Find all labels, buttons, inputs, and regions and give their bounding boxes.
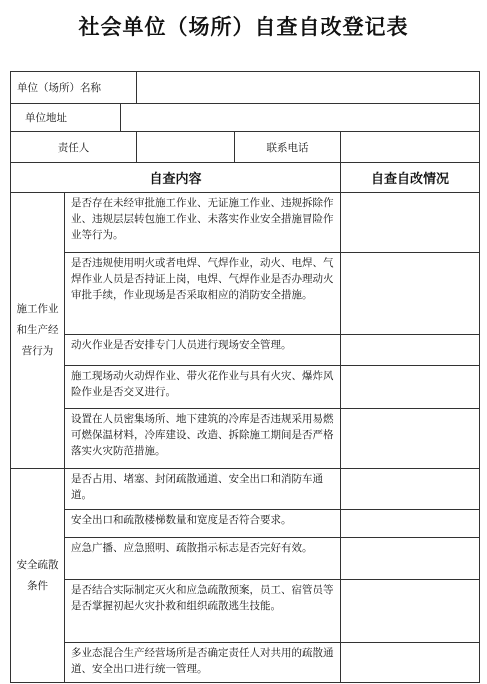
unit-name-label: 单位（场所）名称 <box>11 72 137 104</box>
checklist-row <box>11 538 480 580</box>
checklist-item: 是否结合实际制定灭火和应急疏散预案，员工、宿管员等是否掌握初起火灾扑救和组织疏散逃生技能。 <box>65 580 341 643</box>
status-cell[interactable] <box>341 580 480 643</box>
section-category: 施工作业和生产经营行为 <box>11 193 65 469</box>
checklist-row <box>11 366 480 409</box>
checklist-item: 多业态混合生产经营场所是否确定责任人对共用的疏散通道、安全出口进行统一管理。 <box>65 643 341 683</box>
unit-name-field[interactable] <box>137 72 480 104</box>
checklist-row <box>11 193 480 253</box>
checklist-row <box>11 643 480 683</box>
responsible-row <box>11 132 480 163</box>
contact-phone-label: 联系电话 <box>235 132 341 163</box>
checklist-row <box>11 409 480 469</box>
status-column-header: 自查自改情况 <box>341 163 480 193</box>
column-header-row <box>11 163 480 193</box>
checklist-row <box>11 253 480 335</box>
checklist-row <box>11 469 480 510</box>
checklist-item: 是否占用、堵塞、封闭疏散通道、安全出口和消防车通道。 <box>65 469 341 510</box>
page-title: 社会单位（场所）自查自改登记表 <box>78 15 409 39</box>
status-cell[interactable] <box>341 409 480 469</box>
checklist-item: 是否违规使用明火或者电焊、气焊作业，动火、电焊、气焊作业人员是否持证上岗，电焊、气焊作业是否办理动火审批手续，作业现场是否采取相应的消防安全措施。 <box>65 253 341 335</box>
unit-address-row <box>11 104 480 132</box>
status-cell[interactable] <box>341 510 480 538</box>
status-cell[interactable] <box>341 469 480 510</box>
unit-name-row <box>11 72 480 104</box>
responsible-field[interactable] <box>137 132 235 163</box>
checklist-item: 施工现场动火动焊作业、带火花作业与具有火灾、爆炸风险作业是否交叉进行。 <box>65 366 341 409</box>
status-cell[interactable] <box>341 538 480 580</box>
contact-phone-field[interactable] <box>341 132 480 163</box>
status-cell[interactable] <box>341 335 480 366</box>
checklist-item: 设置在人员密集场所、地下建筑的冷库是否违规采用易燃可燃保温材料，冷库建设、改造、拆除施工期间是否严格落实火灾防范措施。 <box>65 409 341 469</box>
checklist-row <box>11 510 480 538</box>
content-column-header: 自查内容 <box>11 163 341 193</box>
unit-address-field[interactable] <box>121 104 480 132</box>
inspection-form-table <box>10 71 480 683</box>
responsible-label: 责任人 <box>11 132 137 163</box>
status-cell[interactable] <box>341 193 480 253</box>
status-cell[interactable] <box>341 253 480 335</box>
checklist-item: 是否存在未经审批施工作业、无证施工作业、违规拆除作业、违规层层转包施工作业、未落实作业安全措施冒险作业等行为。 <box>65 193 341 253</box>
unit-address-label: 单位地址 <box>11 104 121 132</box>
status-cell[interactable] <box>341 366 480 409</box>
checklist-row <box>11 580 480 643</box>
status-cell[interactable] <box>341 643 480 683</box>
checklist-item: 动火作业是否安排专门人员进行现场安全管理。 <box>65 335 341 366</box>
checklist-item: 应急广播、应急照明、疏散指示标志是否完好有效。 <box>65 538 341 580</box>
checklist-row <box>11 335 480 366</box>
checklist-item: 安全出口和疏散楼梯数量和宽度是否符合要求。 <box>65 510 341 538</box>
section-category: 安全疏散条件 <box>11 469 65 683</box>
